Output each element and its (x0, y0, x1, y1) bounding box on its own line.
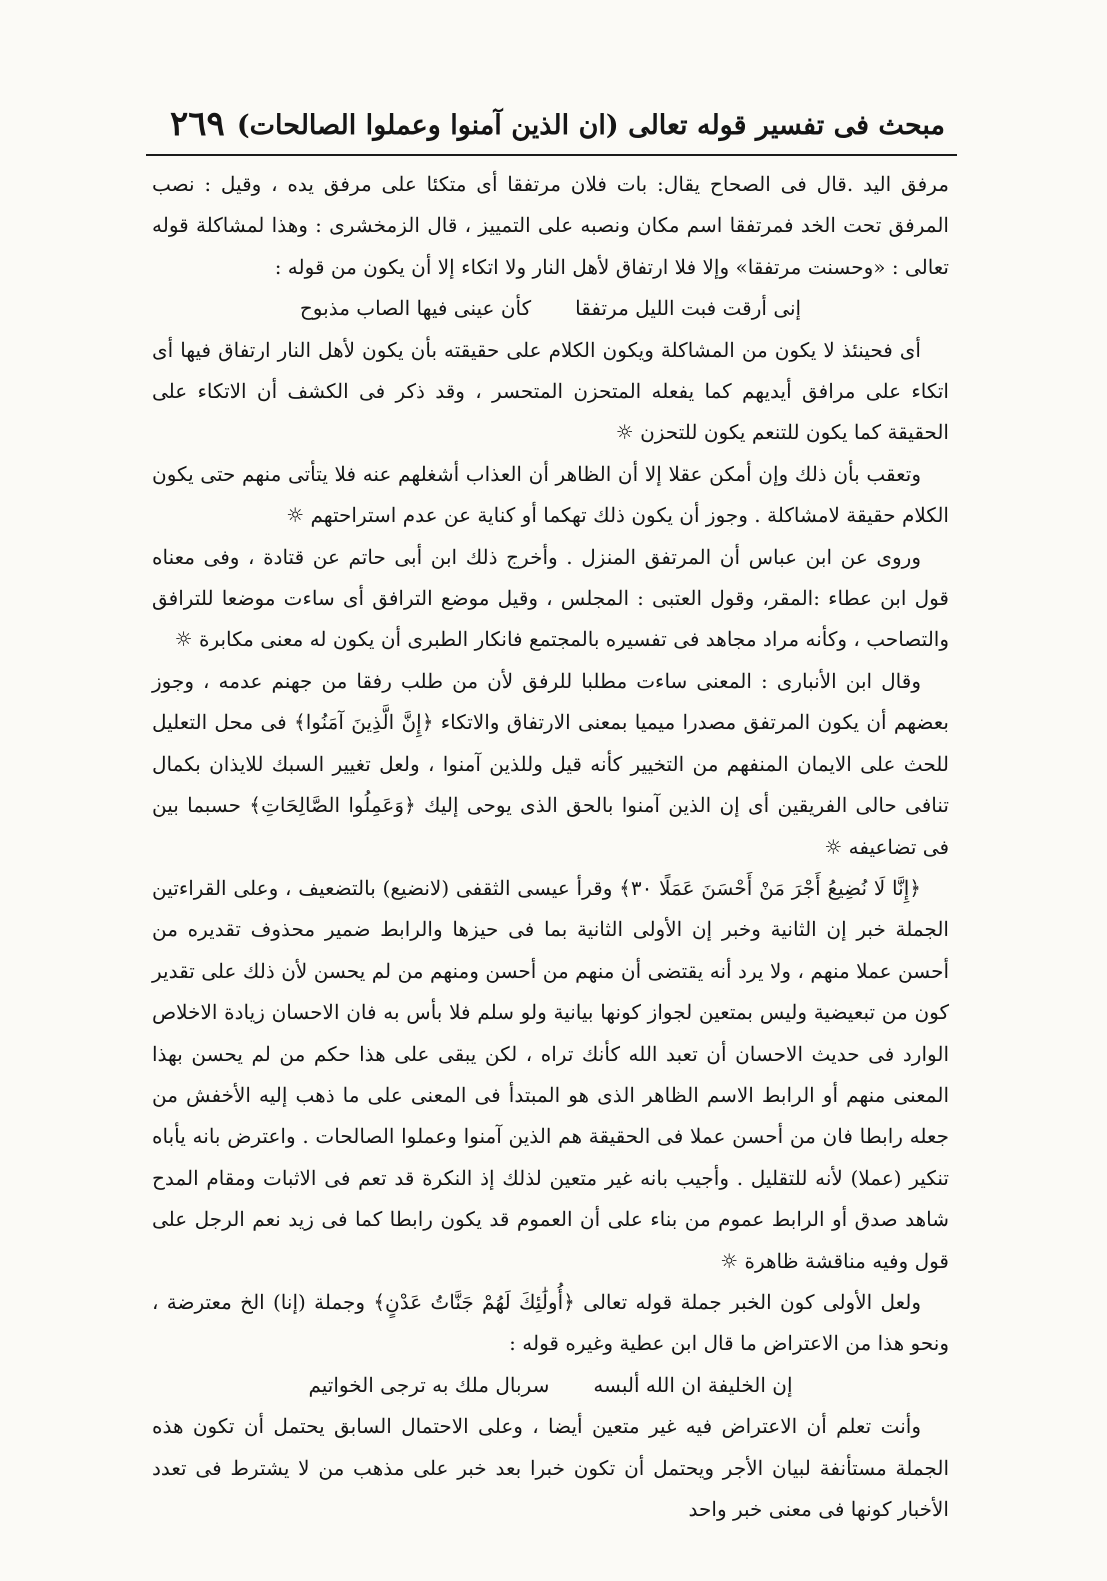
paragraph: وتعقب بأن ذلك وإن أمكن عقلا إلا أن الظاهر أن العذاب أشغلهم عنه فلا يتأتى منهم حتى يكون الكلام حقيقة لامشاكلة . وجوز أن يكون ذلك تهكما أو كناية عن عدم استراحتهم ☼ (152, 461, 949, 528)
paragraph: وروى عن ابن عباس أن المرتفق المنزل . وأخرج ذلك ابن أبى حاتم عن قتادة ، وفى معناه قول ابن عطاء :المقر، وقول العتبى : المجلس ، وقيل موضع الترافق أى ساءت موضعا للترافق والتصاحب ، وكأنه مراد مجاهد فى تفسيره بالمجتمع فانكار الطبرى أن يكون له معنى مكابرة ☼ (152, 544, 949, 652)
verse-line (152, 1365, 949, 1406)
paragraph: أى فحينئذ لا يكون من المشاكلة ويكون الكلام على حقيقته بأن يكون لأهل النار ارتفاق فيها أى اتكاء على مرافق أيديهم كما يفعله المتحزن المتحسر ، وقد ذكر فى الكشف أن الاتكاء على الحقيقة كما يكون للتنعم يكون للتحزن ☼ (152, 337, 949, 445)
paragraph: ولعل الأولى كون الخبر جملة قوله تعالى ﴿أُولَٰئِكَ لَهُمْ جَنَّاتُ عَدْنٍ﴾ وجملة (إنا) الخ معترضة ، ونحو هذا من الاعتراض ما قال ابن عطية وغيره قوله : (152, 1289, 949, 1356)
verse-hemistich-second: سربال ملك به ترجى الخواتيم (308, 1372, 550, 1397)
paragraph: وأنت تعلم أن الاعتراض فيه غير متعين أيضا ، وعلى الاحتمال السابق يحتمل أن تكون هذه الجملة مستأنفة لبيان الأجر ويحتمل أن تكون خبرا بعد خبر على مذهب من لا يشترط فى تعدد الأخبار كونها فى معنى خبر واحد (152, 1414, 949, 1521)
paragraph: وقال ابن الأنبارى : المعنى ساءت مطلبا للرفق لأن من طلب رفقا من جهنم عدمه ، وجوز بعضهم أن يكون المرتفق مصدرا ميميا بمعنى الارتفاق والاتكاء ﴿إِنَّ الَّذِينَ آمَنُوا﴾ فى محل التعليل للحث على الايمان المنفهم من التخيير كأنه قيل وللذين آمنوا ، ولعل تغيير السبك للايذان بكمال تنافى حالى الفريقين أى إن الذين آمنوا بالحق الذى يوحى إليك ﴿وَعَمِلُوا الصَّالِحَاتِ﴾ حسبما بين فى تضاعيفه ☼ (152, 668, 949, 859)
page-number: ٢٦٩ (170, 104, 225, 144)
verse-hemistich-first: إنى أرقت فبت الليل مرتفقا (575, 296, 802, 321)
header-rule (146, 154, 957, 156)
paragraph: ﴿إِنَّا لَا نُضِيعُ أَجْرَ مَنْ أَحْسَنَ عَمَلًا ٣٠﴾ وقرأ عيسى الثقفى (لانضيع) بالتضعيف ، وعلى القراءتين الجملة خبر إن الثانية وخبر إن الأولى الثانية بما فى حيزها والرابط ضمير محذوف تقديره من أحسن عملا منهم ، ولا يرد أنه يقتضى أن منهم من أحسن ومنهم من لم يحسن لأن ذلك على تقدير كون من تبعيضية وليس بمتعين لجواز كونها بيانية ولو سلم فلا بأس به فان الاحسان زيادة الاخلاص الوارد فى حديث الاحسان أن تعبد الله كأنك تراه ، لكن يبقى على هذا حكم من لم يحسن بهذا المعنى منهم أو الرابط الاسم الظاهر الذى هو المبتدأ فى المعنى على ما ذهب إليه الأخفش من جعله رابطا فان من أحسن عملا فى الحقيقة هم الذين آمنوا وعملوا الصالحات . واعترض بانه يأباه تنكير (عملا) لأنه للتقليل . وأجيب بانه غير متعين لذلك إذ النكرة قد تعم فى الاثبات ومقام المدح شاهد صدق أو الرابط عموم من بناء على أن العموم قد يكون رابطا كما فى زيد نعم الرجل على قول وفيه مناقشة ظاهرة ☼ (152, 875, 949, 1273)
verse-hemistich-first: إن الخليفة ان الله ألبسه (593, 1372, 793, 1397)
page-header (148, 104, 955, 150)
running-title: مبحث فى تفسير قوله تعالى (ان الذين آمنوا وعملوا الصالحات) (236, 110, 945, 141)
verse-hemistich-second: كأن عينى فيها الصاب مذبوح (299, 296, 532, 321)
body-text (152, 164, 949, 1530)
verse-line (152, 288, 949, 329)
paragraph: مرفق اليد .قال فى الصحاح يقال: بات فلان مرتفقا أى متكئا على مرفق يده ، وقيل : نصب المرفق تحت الخد فمرتفقا اسم مكان ونصبه على التمييز ، قال الزمخشرى : وهذا لمشاكلة قوله تعالى : «وحسنت مرتفقا» وإلا فلا ارتفاق لأهل النار ولا اتكاء إلا أن يكون من قوله : (152, 172, 949, 279)
